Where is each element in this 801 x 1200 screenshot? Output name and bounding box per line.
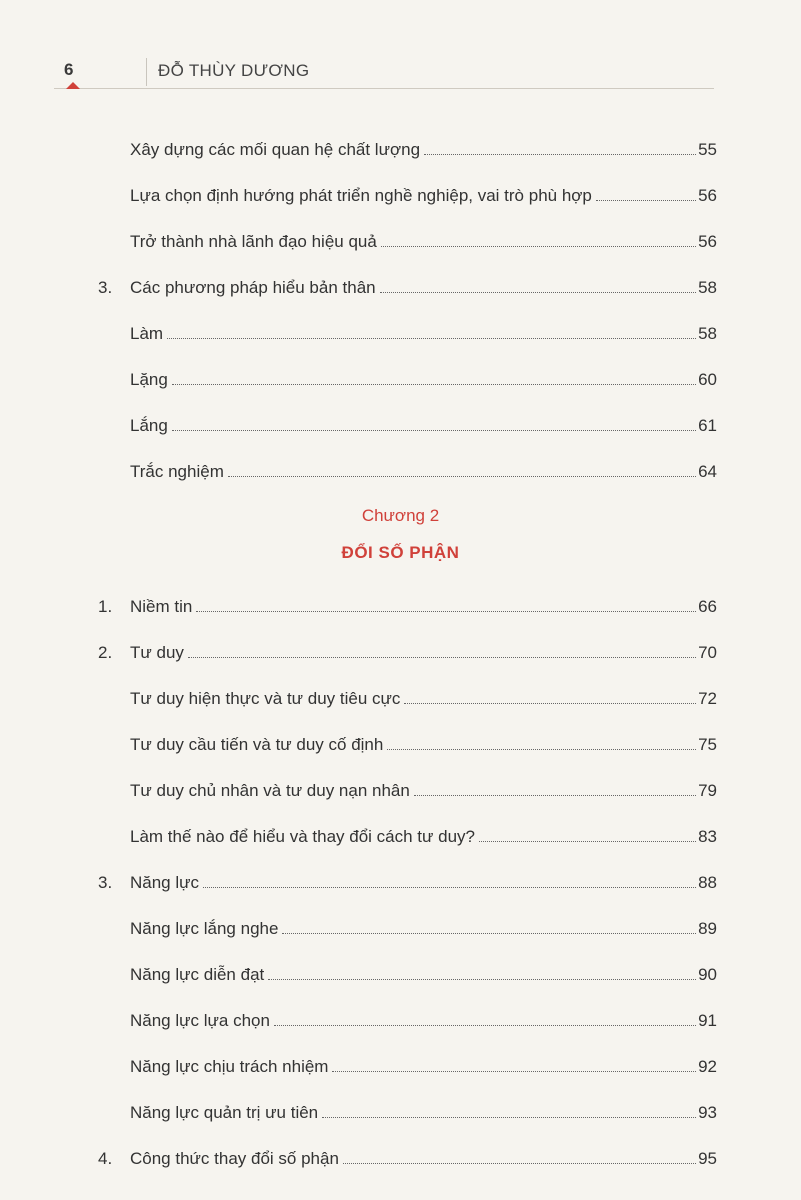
- toc-entry: [130, 725, 717, 755]
- toc-entry-title: Các phương pháp hiểu bản thân: [130, 278, 376, 297]
- toc-entry-title: Trắc nghiệm: [130, 462, 224, 481]
- toc-entry-number: 1.: [98, 597, 113, 616]
- toc-entry-page: 88: [698, 873, 717, 892]
- dot-leader: [381, 246, 696, 247]
- toc-entry: [130, 679, 717, 709]
- toc-entry-page: 55: [698, 140, 717, 159]
- toc-entry-page: 75: [698, 735, 717, 754]
- toc-entry: [130, 406, 717, 436]
- toc-entry: [130, 909, 717, 939]
- toc-entry-title: Năng lực chịu trách nhiệm: [130, 1057, 329, 1076]
- toc-entry-page: 66: [698, 597, 717, 616]
- toc-entry: [98, 863, 717, 893]
- toc-entry-page: 61: [698, 416, 717, 435]
- toc-entry-title: Xây dựng các mối quan hệ chất lượng: [130, 140, 421, 159]
- toc-entry-title: Làm: [130, 324, 164, 343]
- toc-entry-title: Tư duy cầu tiến và tư duy cố định: [130, 735, 384, 754]
- toc-entry-title: Năng lực quản trị ưu tiên: [130, 1103, 319, 1122]
- toc-entry: [130, 360, 717, 390]
- header-rule: [54, 88, 714, 89]
- toc-entry-title: Lựa chọn định hướng phát triển nghề nghiệp, vai trò phù hợp: [130, 186, 592, 205]
- dot-leader: [332, 1071, 696, 1072]
- toc-entry-page: 58: [698, 324, 717, 343]
- toc-entry-number: 3.: [98, 873, 113, 892]
- dot-leader: [172, 384, 696, 385]
- chapter-title: ĐỔI SỐ PHẬN: [341, 543, 460, 562]
- toc-entry: [130, 222, 717, 252]
- toc-entry-page: 56: [698, 186, 717, 205]
- toc-entry-title: Năng lực lắng nghe: [130, 919, 279, 938]
- toc-entry-title: Tư duy chủ nhân và tư duy nạn nhân: [130, 781, 410, 800]
- dot-leader: [167, 338, 696, 339]
- toc-entry-page: 56: [698, 232, 717, 251]
- dot-leader: [282, 933, 696, 934]
- toc-entry-title: Công thức thay đổi số phận: [130, 1149, 339, 1168]
- toc-entry-number: 4.: [98, 1149, 113, 1168]
- toc-entry: [130, 1093, 717, 1123]
- header-separator: [146, 58, 147, 86]
- chapter-label: Chương 2: [361, 506, 440, 525]
- toc-entry-title: Lặng: [130, 370, 168, 389]
- dot-leader: [268, 979, 696, 980]
- toc-entry-page: 60: [698, 370, 717, 389]
- dot-leader: [479, 841, 696, 842]
- toc-entry: [98, 1139, 717, 1169]
- toc-entry: [130, 1047, 717, 1077]
- dot-leader: [387, 749, 696, 750]
- toc-entry: [98, 587, 717, 617]
- toc-entry: [130, 314, 717, 344]
- toc-entry-page: 83: [698, 827, 717, 846]
- toc-entry-number: 3.: [98, 278, 113, 297]
- page-number: 6: [64, 60, 74, 79]
- toc-entry-title: Năng lực: [130, 873, 200, 892]
- toc-entry: [130, 1001, 717, 1031]
- toc-entry: [130, 771, 717, 801]
- toc-entry-page: 64: [698, 462, 717, 481]
- dot-leader: [322, 1117, 696, 1118]
- author-name: ĐỖ THÙY DƯƠNG: [158, 61, 310, 80]
- toc-entry-page: 70: [698, 643, 717, 662]
- toc-entry-title: Năng lực lựa chọn: [130, 1011, 270, 1030]
- toc-entry-title: Tư duy hiện thực và tư duy tiêu cực: [130, 689, 401, 708]
- toc-entry-page: 90: [698, 965, 717, 984]
- toc-entry: [130, 955, 717, 985]
- toc-entry-page: 92: [698, 1057, 717, 1076]
- toc-entry-page: 89: [698, 919, 717, 938]
- dot-leader: [274, 1025, 696, 1026]
- dot-leader: [380, 292, 696, 293]
- toc-entry-title: Trở thành nhà lãnh đạo hiệu quả: [130, 232, 377, 251]
- toc-entry-title: Năng lực diễn đạt: [130, 965, 265, 984]
- toc-entry: [130, 817, 717, 847]
- dot-leader: [172, 430, 696, 431]
- toc-entry: [130, 130, 717, 160]
- page-header: [54, 58, 714, 90]
- dot-leader: [414, 795, 696, 796]
- toc-entry-title: Niềm tin: [130, 597, 193, 616]
- toc-entry-page: 58: [698, 278, 717, 297]
- toc-entry: [130, 176, 717, 206]
- toc-entry-title: Lắng: [130, 416, 168, 435]
- toc-entry: [98, 268, 717, 298]
- dot-leader: [203, 887, 696, 888]
- toc-entry: [98, 633, 717, 663]
- toc-entry-title: Làm thế nào để hiểu và thay đổi cách tư duy?: [130, 827, 475, 846]
- dot-leader: [404, 703, 696, 704]
- dot-leader: [196, 611, 696, 612]
- toc-entry-page: 95: [698, 1149, 717, 1168]
- toc-entry-title: Tư duy: [130, 643, 184, 662]
- header-triangle-icon: [66, 82, 80, 89]
- toc-entry-page: 91: [698, 1011, 717, 1030]
- dot-leader: [343, 1163, 696, 1164]
- dot-leader: [596, 200, 696, 201]
- toc-entry-page: 72: [698, 689, 717, 708]
- toc-entry-page: 93: [698, 1103, 717, 1122]
- toc-entry-number: 2.: [98, 643, 113, 662]
- dot-leader: [424, 154, 696, 155]
- toc-entry: [130, 452, 717, 482]
- dot-leader: [188, 657, 696, 658]
- toc-entry-page: 79: [698, 781, 717, 800]
- dot-leader: [228, 476, 696, 477]
